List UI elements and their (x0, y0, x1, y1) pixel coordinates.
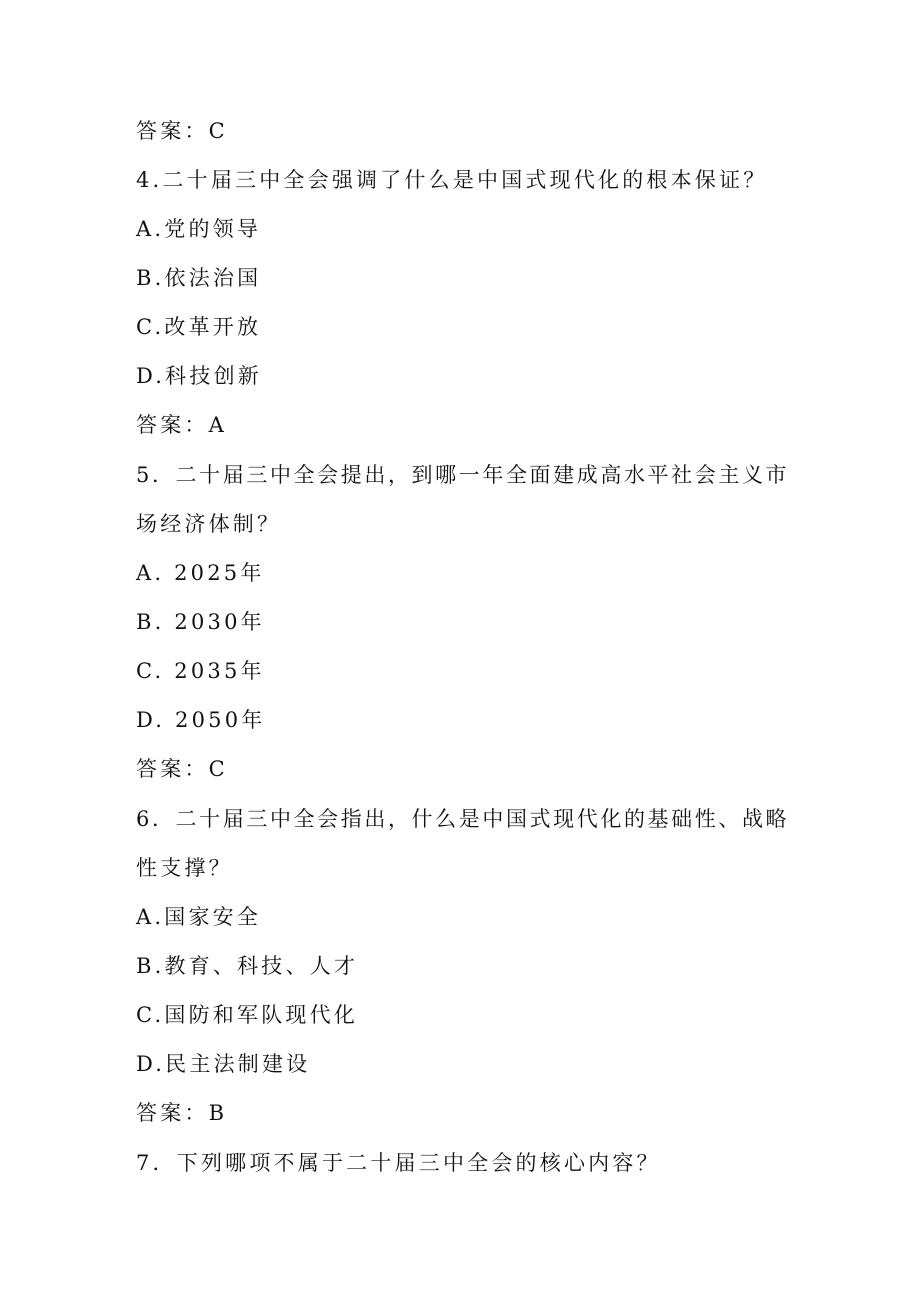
q4-option-a: A.党的领导 (136, 217, 262, 241)
answer-q3: 答案：C (136, 119, 228, 143)
answer-q5: 答案：C (136, 757, 228, 781)
q4-option-b: B.依法治国 (136, 266, 262, 290)
q6-option-b: B.教育、科技、人才 (136, 954, 359, 978)
question-4: 4.二十届三中全会强调了什么是中国式现代化的根本保证？ (136, 168, 768, 192)
q6-option-d: D.民主法制建设 (136, 1052, 311, 1076)
question-5-line-2: 场经济体制？ (136, 512, 282, 536)
question-7: 7．下列哪项不属于二十届三中全会的核心内容？ (136, 1151, 661, 1175)
q5-option-a: A. 2025年 (136, 561, 265, 585)
q5-option-b: B. 2030年 (136, 610, 265, 634)
q4-option-d: D.科技创新 (136, 364, 262, 388)
q6-option-a: A.国家安全 (136, 905, 262, 929)
q6-option-c: C.国防和军队现代化 (136, 1003, 358, 1027)
q5-option-d: D. 2050年 (136, 708, 266, 732)
answer-q4: 答案：A (136, 413, 227, 437)
q5-option-c: C. 2035年 (136, 659, 265, 683)
q4-option-c: C.改革开放 (136, 315, 262, 339)
question-6-line-1: 6．二十届三中全会指出，什么是中国式现代化的基础性、战略 (136, 807, 790, 831)
question-6-line-2: 性支撑？ (136, 856, 233, 880)
answer-q6: 答案：B (136, 1101, 228, 1125)
question-5-line-1: 5．二十届三中全会提出，到哪一年全面建成高水平社会主义市 (136, 463, 790, 487)
